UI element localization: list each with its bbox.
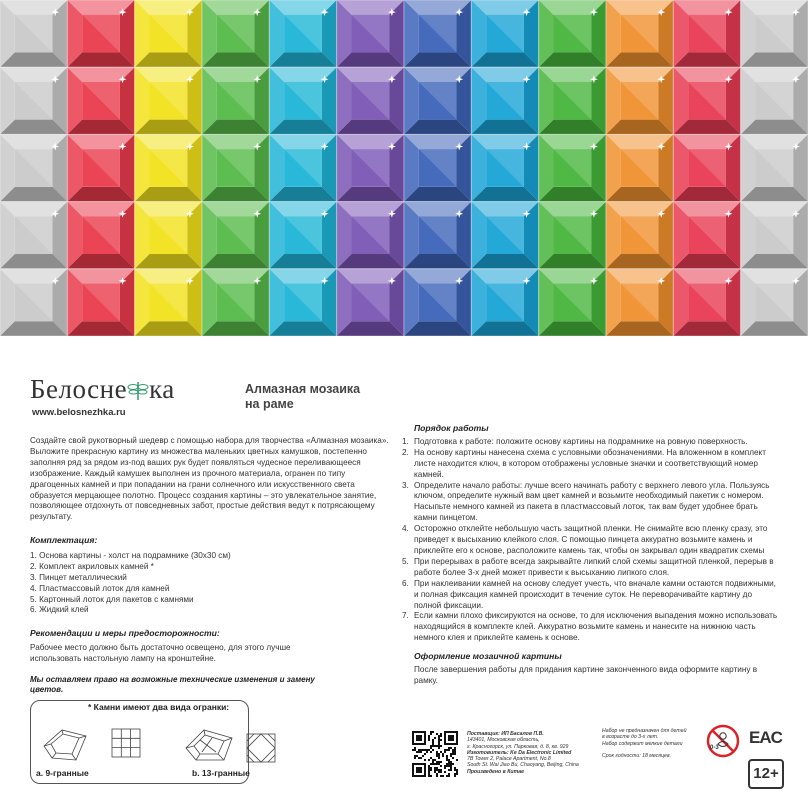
gem-tile xyxy=(741,134,808,201)
work-step: 2. На основу картины нанесена схема с условными обозначениями. На вложенном в комплект листе находится ключ, в котором отображены условные значки и соответствующий номер камней. xyxy=(402,447,766,479)
gem-9-facet-grid-icon xyxy=(112,729,140,757)
gem-tile xyxy=(67,202,134,269)
dragonfly-icon xyxy=(127,379,149,401)
eac-mark: EAC xyxy=(749,728,782,747)
gem-tile xyxy=(606,0,673,67)
intro-text: Создайте свой рукотворный шедевр с помощью набора для творчества «Алмазная мозаика». Выложите прекрасную картину из множества маленьких цветных камушков, постепенно заполняя ряд за рядом из-под ваших рук будет появляться чудесное переливающееся изображение. Каждый камушек выполнен из прочного материала, огранен по типу драгоценных камней и при попадании на грани солнечного или искусственного света образуется мерцающее полотно. Процесс создания картины – это увлекательное занятие, позволяющее отдохнуть от повседневных забот, простые действия ведут к потрясающему результату. xyxy=(30,436,389,522)
rights-note: Мы оставляем право на возможные технические изменения и замену цветов. xyxy=(30,675,315,694)
gem-tile xyxy=(135,134,202,201)
kit-item: 2. Комплект акриловых камней * xyxy=(30,561,154,571)
gem-tile xyxy=(67,134,134,201)
recommendations-section xyxy=(30,628,392,665)
website-url: www.belosnezhka.ru xyxy=(32,407,126,418)
kit-item: 5. Картонный лоток для пакетов с камнями xyxy=(30,594,194,604)
gem-tile xyxy=(202,134,269,201)
gem-tile xyxy=(269,67,336,134)
work-order-section xyxy=(402,423,780,687)
cut-a-label: a. 9-гранные xyxy=(36,768,89,778)
product-title xyxy=(245,382,385,412)
gem-tile xyxy=(673,269,740,336)
cut-b-label: b. 13-гранные xyxy=(192,768,250,778)
gem-tile xyxy=(404,0,471,67)
gem-tile xyxy=(741,0,808,67)
framing-text: После завершения работы для придания картине законченного вида оформите картину в рамку. xyxy=(414,665,758,685)
work-step: 6. При наклеивании камней на основу следует учесть, что вначале камни остаются подвижными, и полная фиксация камней происходит в течение суток. Не переворачивайте картину до полной фиксации. xyxy=(402,578,776,610)
gem-tile xyxy=(471,202,538,269)
work-step: 7. Если камни плохо фиксируются на основе, то для исключения выпадения можно использовать находящийся в комплекте клей. Аккуратно возьмите камень и нанесите на нижнюю часть немного клея и приклейте камень к основе. xyxy=(402,611,778,643)
gem-tile xyxy=(135,202,202,269)
warning-line: Набор не предназначен для детей xyxy=(602,728,687,734)
gem-tile xyxy=(741,67,808,134)
gem-tile xyxy=(539,67,606,134)
cut-types-title: * Камни имеют два вида огранки: xyxy=(85,702,232,712)
gem-tile xyxy=(471,269,538,336)
gem-tile xyxy=(337,67,404,134)
gem-tile xyxy=(673,202,740,269)
gem-tile xyxy=(404,134,471,201)
gem-13-facet-icon xyxy=(186,730,232,760)
supplier-line: Изготовитель: Ke Da Electronic Limited xyxy=(467,749,572,756)
gem-tile xyxy=(337,134,404,201)
gem-tile xyxy=(606,67,673,134)
framing-heading: Оформление мозаичной картины xyxy=(414,651,562,662)
kit-heading: Комплектация: xyxy=(30,535,98,545)
gem-9-facet-icon xyxy=(44,730,86,760)
gem-tile xyxy=(0,134,67,201)
work-step: 5. При перерывах в работе всегда закрывайте липкий слой схемы защитной пленкой, перерыв в работе более 3-х дней может привести к высыханию липкого слоя. xyxy=(402,556,774,577)
gem-tile xyxy=(539,202,606,269)
gem-tile xyxy=(606,269,673,336)
recommendations-heading: Рекомендации и меры предосторожности: xyxy=(30,628,220,638)
gem-tile xyxy=(67,0,134,67)
gem-tile xyxy=(471,134,538,201)
supplier-info xyxy=(467,731,597,775)
gem-tile xyxy=(404,269,471,336)
work-step: 4. Осторожно отклейте небольшую часть защитной пленки. Не снимайте всю пленку сразу, это приведет к высыханию клейкого слоя. С помощью пинцета аккуратно возьмите камень и приклейте его к основе, расположите камень так, чтобы он закрывал один квадратик схемы xyxy=(402,524,768,555)
supplier-line: Поставщик: ИП Басалов П.В. xyxy=(467,731,544,737)
product-title-line1: Алмазная мозаика xyxy=(245,382,361,396)
gem-tile xyxy=(135,0,202,67)
gem-tile xyxy=(673,134,740,201)
gem-tile xyxy=(404,67,471,134)
gem-tile xyxy=(337,269,404,336)
gem-tile xyxy=(67,67,134,134)
gem-13-facet-grid-icon xyxy=(243,730,279,766)
gem-tile xyxy=(135,67,202,134)
gem-tile xyxy=(135,269,202,336)
gem-tile xyxy=(67,269,134,336)
qr-code xyxy=(412,731,458,777)
gem-tile xyxy=(0,269,67,336)
gem-tile xyxy=(606,202,673,269)
kit-item: 4. Пластмассовый лоток для камней xyxy=(30,583,170,593)
gem-tile xyxy=(471,67,538,134)
gem-tile xyxy=(337,0,404,67)
gem-tile xyxy=(269,202,336,269)
kit-section xyxy=(30,535,392,616)
gem-tile xyxy=(606,134,673,201)
kit-item: 6. Жидкий клей xyxy=(30,605,89,615)
kit-item: 3. Пинцет металлический xyxy=(30,572,127,582)
gem-tile xyxy=(269,269,336,336)
gem-tile xyxy=(471,0,538,67)
supplier-line: South St. Wai Jiao Bu, Chaoyang, Beijing, China xyxy=(467,762,579,769)
supplier-line: г. Красногорск, ул. Парковая, д. 8, кв. 929 xyxy=(467,743,569,750)
gem-tile xyxy=(337,202,404,269)
warning-line: в возрасте до 3-х лет. xyxy=(602,734,659,741)
gem-tile xyxy=(0,202,67,269)
gem-tile xyxy=(202,202,269,269)
gem-tile xyxy=(269,134,336,201)
work-step: 3. Определите начало работы: лучше всего начинать работу с верхнего левого угла. Пользуясь ключом, определите нужный вам цвет камней и возьмите необходимый пакетик с номером. Насыпьте немного камней из пакета в пластмассовый лоток, так вам будет удобнее брать камни пинцетом. xyxy=(402,480,770,523)
supplier-line: Произведено в Китае xyxy=(467,768,524,775)
gem-tile xyxy=(202,67,269,134)
no-small-children-icon xyxy=(706,724,740,758)
gem-tile xyxy=(539,269,606,336)
recommendations-text: Рабочее место должно быть достаточно освещено, для этого лучше использовать настольную лампу на кронштейне. xyxy=(30,642,291,663)
gem-mosaic-banner xyxy=(0,0,808,336)
logo-text-left: Белосне xyxy=(30,374,128,404)
gem-tile xyxy=(404,202,471,269)
cut-types-illustrations xyxy=(40,716,240,768)
supplier-line: 143401, Московская область, xyxy=(467,737,540,744)
gem-tile xyxy=(741,202,808,269)
gem-tile xyxy=(539,0,606,67)
product-title-line2: на раме xyxy=(245,397,294,411)
logo-text-right: ка xyxy=(149,374,175,404)
brand-logo xyxy=(30,374,175,405)
gem-tile xyxy=(202,0,269,67)
kit-item: 1. Основа картины - холст на подрамнике (30x30 см) xyxy=(30,550,231,560)
gem-tile xyxy=(202,269,269,336)
age-rating-badge: 12+ xyxy=(748,759,784,789)
gem-tile xyxy=(673,0,740,67)
gem-tile xyxy=(269,0,336,67)
warning-line: Набор содержит мелкие детали xyxy=(602,740,683,747)
work-step: 1. Подготовка к работе: положите основу картины на подрамнике на ровную поверхность. xyxy=(402,436,748,446)
gem-tile xyxy=(0,0,67,67)
gem-tile xyxy=(539,134,606,201)
gem-tile xyxy=(0,67,67,134)
age-restriction-label: 0-3 xyxy=(710,745,719,751)
work-order-heading: Порядок работы xyxy=(414,423,489,433)
warnings-info xyxy=(602,728,702,759)
warning-line: Срок годности: 18 месяцев. xyxy=(602,753,672,760)
gem-tile xyxy=(673,67,740,134)
gem-tile xyxy=(741,269,808,336)
supplier-line: 7B Tower 2, Palace Apartment, No.8 xyxy=(467,756,551,763)
